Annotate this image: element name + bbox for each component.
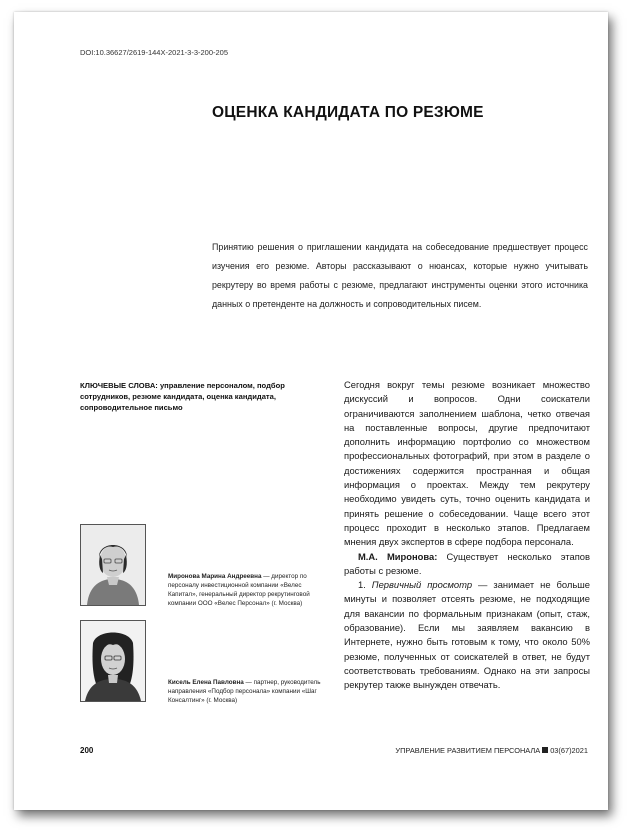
author-description: — партнер, руководитель направления «Подбор персонала» компании «Шаг Консалтинг» (г. Москва) [168, 679, 321, 704]
author-photo [80, 524, 146, 606]
journal-page [14, 12, 608, 810]
doi-line: DOI:10.36627/2619-144X-2021-3-3-200-205 [80, 48, 229, 57]
square-bullet-icon [542, 747, 548, 753]
article-body [344, 378, 590, 693]
page-number: 200 [80, 746, 94, 755]
author-description: — директор по персоналу инвестиционной компании «Велес Капитал», генеральный директор рекрутинговой компании ООО «Велес Персонал» (г. Москва) [168, 573, 310, 607]
author-caption [168, 572, 328, 608]
issue-number: 03(67)2021 [550, 746, 588, 755]
body-paragraph: М.А. Миронова: Существует несколько этапов работы с резюме. [344, 550, 590, 576]
author-name: Миронова Марина Андреевна [168, 573, 262, 580]
author-photo [80, 620, 146, 702]
journal-footer [395, 746, 588, 755]
keywords-block: КЛЮЧЕВЫЕ СЛОВА: управление персоналом, подбор сотрудников, резюме кандидата, оценка кандидата, сопроводительное письмо [80, 381, 285, 412]
speaker-name: М.А. Миронова: [358, 550, 438, 562]
body-paragraph: Сегодня вокруг темы резюме возникает множество дискуссий и вопросов. Одни соискатели ограничиваются заполнением шаблона, четко отвечая на поставленные вопросы, другие предпочитают дополнить информацию портфолио со множеством профессиональных фотографий, при этом в разделе о достижениях содержится пространная и общая информация о проектах. Между тем рекрутеру необходимо увидеть суть, точно оценить кандидата и принять решение о собеседовании. Чаще всего этот процесс проходит в несколько этапов. Предлагаем мнения двух экспертов в сфере подбора персонала. [344, 379, 590, 548]
author-caption [168, 678, 328, 705]
article-title: ОЦЕНКА КАНДИДАТА ПО РЕЗЮМЕ [212, 104, 484, 121]
author-name: Кисель Елена Павловна [168, 679, 244, 686]
article-abstract: Принятию решения о приглашении кандидата на собеседование предшествует процесс изучения его резюме. Авторы рассказывают о нюансах, которые нужно учитывать рекрутеру во время работы с резюме, предлагают инструменты оценки этого источника данных о претенденте на должность и сопроводительных писем. [212, 242, 588, 309]
stage-term: Первичный просмотр [371, 579, 473, 591]
journal-name: УПРАВЛЕНИЕ РАЗВИТИЕМ ПЕРСОНАЛА [395, 746, 541, 755]
body-paragraph: 1. Первичный просмотр — занимает не больше минуты и позволяет отсеять резюме, не подходящие для вакансии по формальным признакам (опыт, стаж, образование). Если мы заявляем вакансию в Интернете, нужно быть готовым к тому, что около 50% резюме, полученных от соискателей в ответ, не будут соответствовать требованиям. Однако на эти запросы рекрутер также вынужден отвечать. [344, 579, 590, 691]
